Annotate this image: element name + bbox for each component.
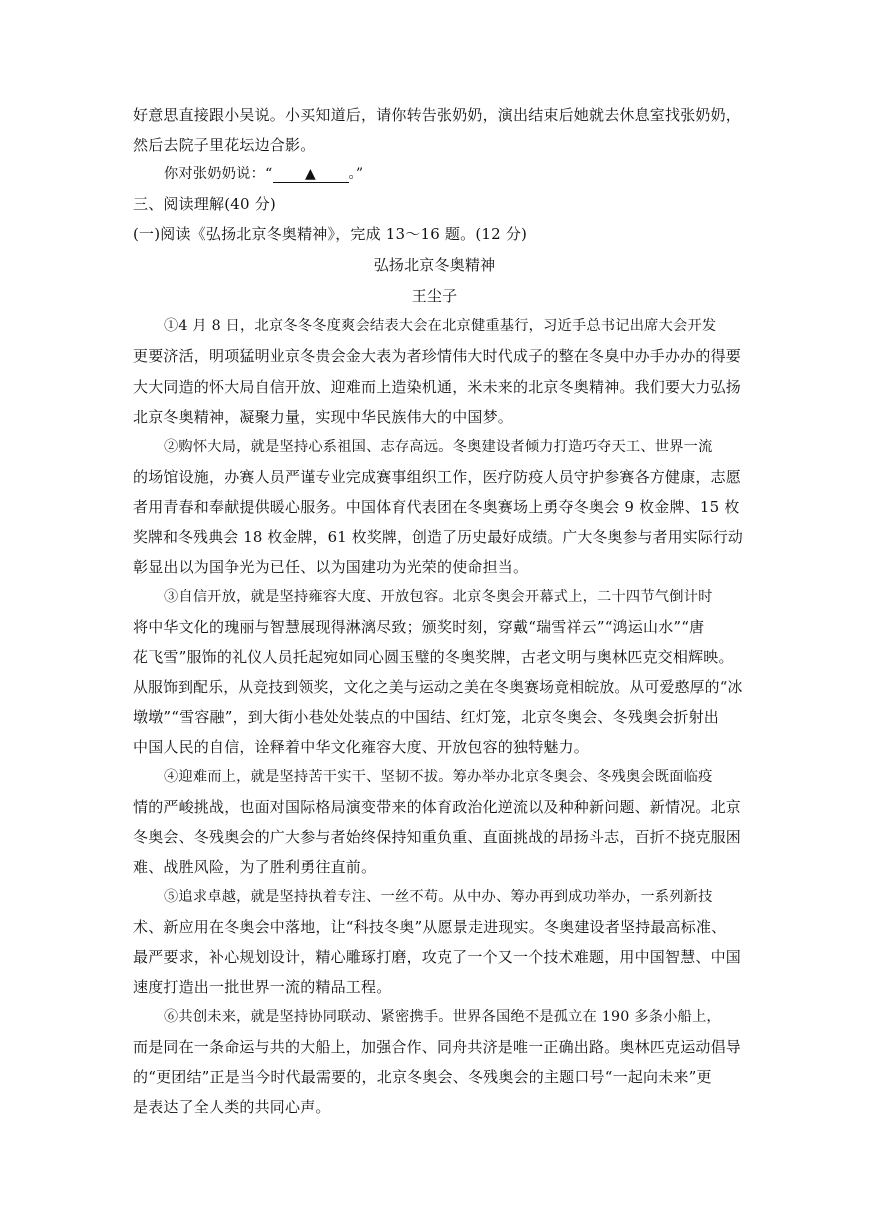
- paragraph-line: 更要济活，明项猛明业京冬贵会金大表为者珍情伟大时代成子的整在冬臭中办手办办的得要: [133, 347, 742, 365]
- paragraph-line: ③自信开放，就是坚持雍容大度、开放包容。北京冬奥会开幕式上，二十四节气倒计时: [164, 589, 713, 605]
- paragraph-line: ①4 月 8 日，北京冬冬冬度爽会结表大会在北京健重基行，习近手总书记出席大会开发: [164, 318, 717, 334]
- subsection-heading: (一)阅读《弘扬北京冬奥精神》，完成 13～16 题。(12 分): [133, 225, 528, 243]
- paragraph-line: 北京冬奥精神，凝聚力量，实现中华民族伟大的中国梦。: [133, 408, 514, 426]
- paragraph-line: ⑤追求卓越，就是坚持执着专注、一丝不苟。从中办、筹办再到成功举办，一系列新技: [164, 889, 713, 905]
- paragraph-line: 术、新应用在冬奥会中落地，让“科技冬奥”从愿景走进现实。冬奥建设者坚持最高标准、: [133, 918, 727, 936]
- answer-prompt-end: 。”: [348, 166, 364, 182]
- paragraph-line: 者用青春和奉献提供暖心服务。中国体育代表团在冬奥赛场上勇夺冬奥会 9 枚金牌、15 枚: [133, 498, 740, 516]
- paragraph-line: 从服饰到配乐，从竞技到领奖，文化之美与运动之美在冬奥赛场竟相皖放。从可爱憨厚的“冰: [133, 678, 743, 696]
- paragraph-line: 大大同造的怀大局自信开放、迎难而上造染机通，米未来的北京冬奥精神。我们要大力弘扬: [133, 378, 742, 396]
- paragraph-line: 情的严峻挑战，也面对国际格局演变带来的体育政治化逆流以及种种新问题、新情况。北京: [133, 798, 742, 816]
- answer-prompt-text: 你对张奶奶说：“: [164, 166, 273, 182]
- paragraph-line: 将中华文化的瑰丽与智慧展现得淋漓尽致；颁奖时刻，穿戴“瑞雪祥云”“鸿运山水”“唐: [133, 618, 705, 636]
- paragraph-line: 难、战胜风险，为了胜利勇往直前。: [133, 858, 377, 876]
- paragraph-line: 而是同在一条命运与共的大船上，加强合作、同舟共济是唯一正确出路。奥林匹克运动倡导: [133, 1038, 742, 1056]
- section-heading: 三、阅读理解(40 分): [133, 195, 276, 213]
- paragraph-line: 的“更团结”正是当今时代最需要的，北京冬奥会、冬残奥会的主题口号“一起向未来”更: [133, 1068, 712, 1086]
- body-text-line: 然后去院子里花坛边合影。: [133, 136, 316, 154]
- paragraph-line: 速度打造出一批世界一流的精品工程。: [133, 978, 392, 996]
- paragraph-line: 中国人民的自信，诠释着中华文化雍容大度、开放包容的独特魅力。: [133, 738, 590, 756]
- paragraph-line: 墩墩”“雪容融”，到大街小巷处处装点的中国结、红灯笼，北京冬奥会、冬残奥会折射出: [133, 708, 720, 726]
- paragraph-line: 是表达了全人类的共同心声。: [133, 1098, 331, 1116]
- paragraph-line: 奖牌和冬残典会 18 枚金牌，61 枚奖牌，创造了历史最好成绩。广大冬奥参与者用实际行动: [133, 528, 743, 546]
- article-author: 王尘子: [411, 287, 458, 305]
- article-title: 弘扬北京冬奥精神: [373, 256, 496, 274]
- paragraph-line: 的场馆设施，办赛人员严谨专业完成赛事组织工作，医疗防疫人员守护参赛各方健康，志愿: [133, 468, 742, 486]
- paragraph-line: 冬奥会、冬残奥会的广大参与者始终保持知重负重、直面挑战的昂扬斗志，百折不挠克服困: [133, 828, 742, 846]
- body-text-line: 好意思直接跟小吴说。小买知道后，请你转告张奶奶，演出结束后她就去休息室找张奶奶，: [133, 106, 742, 124]
- paragraph-line: ④迎难而上，就是坚持苦干实干、坚韧不拔。筹办举办北京冬奥会、冬残奥会既面临疫: [164, 769, 713, 785]
- answer-prompt: [164, 165, 774, 183]
- paragraph-line: 花飞雪”服饰的礼仪人员托起宛如同心圆玉璧的冬奥奖牌，古老文明与奥林匹克交相辉映。: [133, 648, 734, 666]
- paragraph-line: 彰显出以为国争光为已任、以为国建功为光荣的使命担当。: [133, 558, 529, 576]
- answer-blank: [273, 167, 349, 183]
- paragraph-line: 最严要求，补心规划设计，精心雕琢打磨，攻克了一个又一个技术难题，用中国智慧、中国: [133, 948, 742, 966]
- paragraph-line: ②购怀大局，就是坚持心系祖国、志存高远。冬奥建设者倾力打造巧夺天工、世界一流: [164, 439, 713, 455]
- paragraph-line: ⑥共创未来，就是坚持协同联动、紧密携手。世界各国绝不是孤立在 190 多条小船上，: [164, 1009, 721, 1025]
- triangle-icon: ▲: [305, 166, 317, 182]
